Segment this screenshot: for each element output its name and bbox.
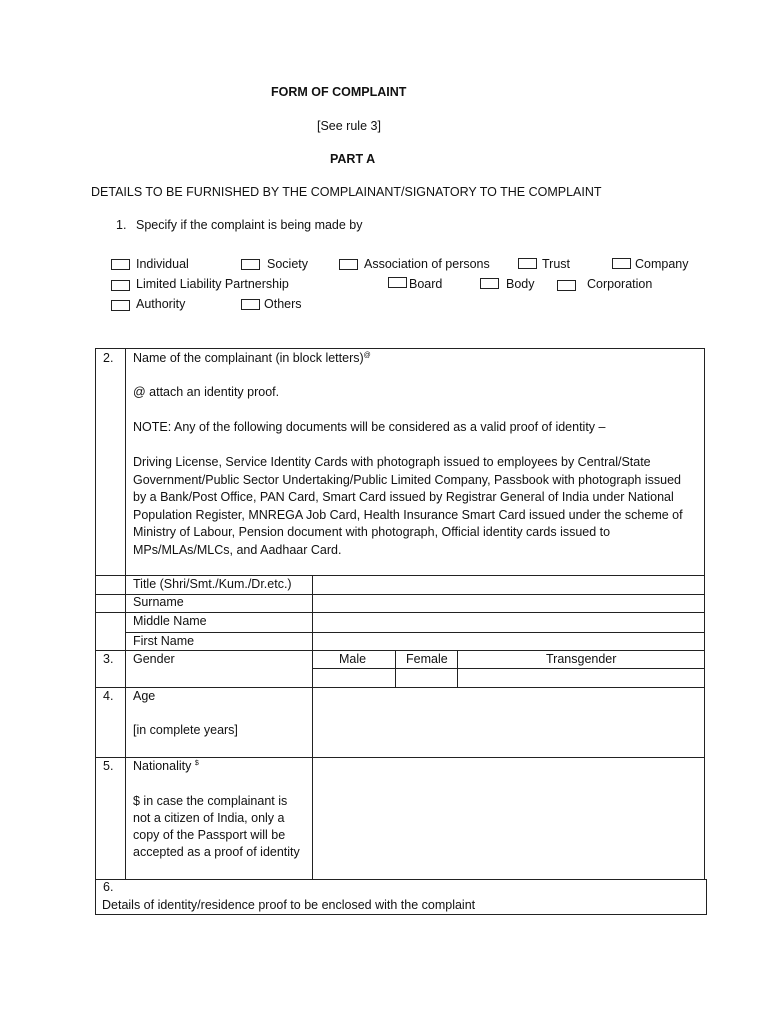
label-society: Society	[267, 257, 308, 271]
name-label-text: Name of the complainant (in block letters)	[133, 351, 364, 365]
surname-label: Surname	[133, 595, 184, 609]
docs-line: Government/Public Sector Undertaking/Public Limited Company, Passbook with photograph issued	[133, 472, 681, 487]
label-authority: Authority	[136, 297, 186, 311]
nationality-label	[133, 759, 199, 773]
docs-line: Population Register, MNREGA Job Card, Health Insurance Smart Card issued under the scheme of	[133, 507, 683, 522]
valid-documents-list	[133, 454, 683, 560]
title-field[interactable]	[314, 576, 703, 593]
label-others: Others	[264, 297, 302, 311]
name-label	[133, 351, 371, 365]
first-name-field[interactable]	[314, 633, 703, 649]
label-individual: Individual	[136, 257, 189, 271]
middle-name-label: Middle Name	[133, 614, 207, 628]
checkbox-trust[interactable]	[518, 258, 537, 269]
row4-number: 4.	[103, 689, 114, 703]
checkbox-individual[interactable]	[111, 259, 130, 270]
first-name-label: First Name	[133, 634, 195, 648]
gender-transgender-field[interactable]	[459, 669, 703, 686]
checkbox-corporation[interactable]	[557, 280, 576, 291]
docs-line: Driving License, Service Identity Cards with photograph issued to employees by Central/State	[133, 455, 651, 469]
checkbox-body[interactable]	[480, 278, 499, 289]
nationality-note-line: $ in case the complainant is	[133, 794, 288, 808]
docs-line: by a Bank/Post Office, PAN Card, Smart Card issued by Registrar General of India under National	[133, 490, 674, 505]
label-board: Board	[409, 277, 443, 291]
age-field[interactable]	[314, 688, 703, 756]
attach-proof-note: @ attach an identity proof.	[133, 385, 280, 399]
nationality-note-line: accepted as a proof of identity	[133, 845, 300, 859]
gender-male-field[interactable]	[314, 669, 394, 686]
checkbox-llp[interactable]	[111, 280, 130, 291]
label-llp: Limited Liability Partnership	[136, 277, 289, 291]
gender-male-header: Male	[339, 652, 367, 666]
middle-name-field[interactable]	[314, 613, 703, 631]
title-label: Title (Shri/Smt./Kum./Dr.etc.)	[133, 577, 292, 591]
label-association: Association of persons	[364, 257, 490, 271]
nationality-label-text: Nationality	[133, 759, 192, 773]
rule-reference: [See rule 3]	[317, 119, 381, 133]
name-label-sup: @	[363, 351, 371, 359]
nationality-note	[133, 793, 300, 861]
gender-label: Gender	[133, 652, 175, 666]
checkbox-society[interactable]	[241, 259, 260, 270]
checkbox-association[interactable]	[339, 259, 358, 270]
row5-number: 5.	[103, 759, 114, 773]
q1-text: Specify if the complaint is being made by	[136, 218, 363, 232]
docs-line: Ministry of Labour, Pension document with photograph, Official identity cards issued to	[133, 525, 611, 540]
details-heading: DETAILS TO BE FURNISHED BY THE COMPLAINANT/SIGNATORY TO THE COMPLAINT	[91, 185, 602, 199]
label-corporation: Corporation	[587, 277, 653, 291]
gender-transgender-header: Transgender	[546, 652, 617, 666]
part-heading: PART A	[330, 152, 376, 166]
checkbox-company[interactable]	[612, 258, 631, 269]
checkbox-authority[interactable]	[111, 300, 130, 311]
label-company: Company	[635, 257, 689, 271]
docs-line: MPs/MLAs/MLCs, and Aadhaar Card.	[133, 542, 342, 557]
nationality-field[interactable]	[314, 758, 703, 878]
valid-proof-note: NOTE: Any of the following documents will be considered as a valid proof of identity –	[133, 420, 606, 434]
nationality-sup: $	[194, 759, 199, 767]
nationality-note-line: copy of the Passport will be	[133, 828, 286, 842]
row3-number: 3.	[103, 652, 114, 666]
gender-female-field[interactable]	[397, 669, 456, 686]
identity-proof-label: Details of identity/residence proof to be enclosed with the complaint	[102, 898, 476, 912]
gender-female-header: Female	[406, 652, 448, 666]
checkbox-board[interactable]	[388, 277, 407, 288]
row2-number: 2.	[103, 351, 114, 365]
age-label: Age	[133, 689, 156, 703]
form-title: FORM OF COMPLAINT	[271, 85, 407, 99]
surname-field[interactable]	[314, 595, 703, 611]
checkbox-others[interactable]	[241, 299, 260, 310]
row6-number: 6.	[103, 880, 114, 894]
q1-number: 1.	[116, 218, 127, 232]
nationality-note-line: not a citizen of India, only a	[133, 811, 285, 825]
label-body: Body	[506, 277, 535, 291]
age-subtext: [in complete years]	[133, 723, 238, 737]
label-trust: Trust	[542, 257, 571, 271]
